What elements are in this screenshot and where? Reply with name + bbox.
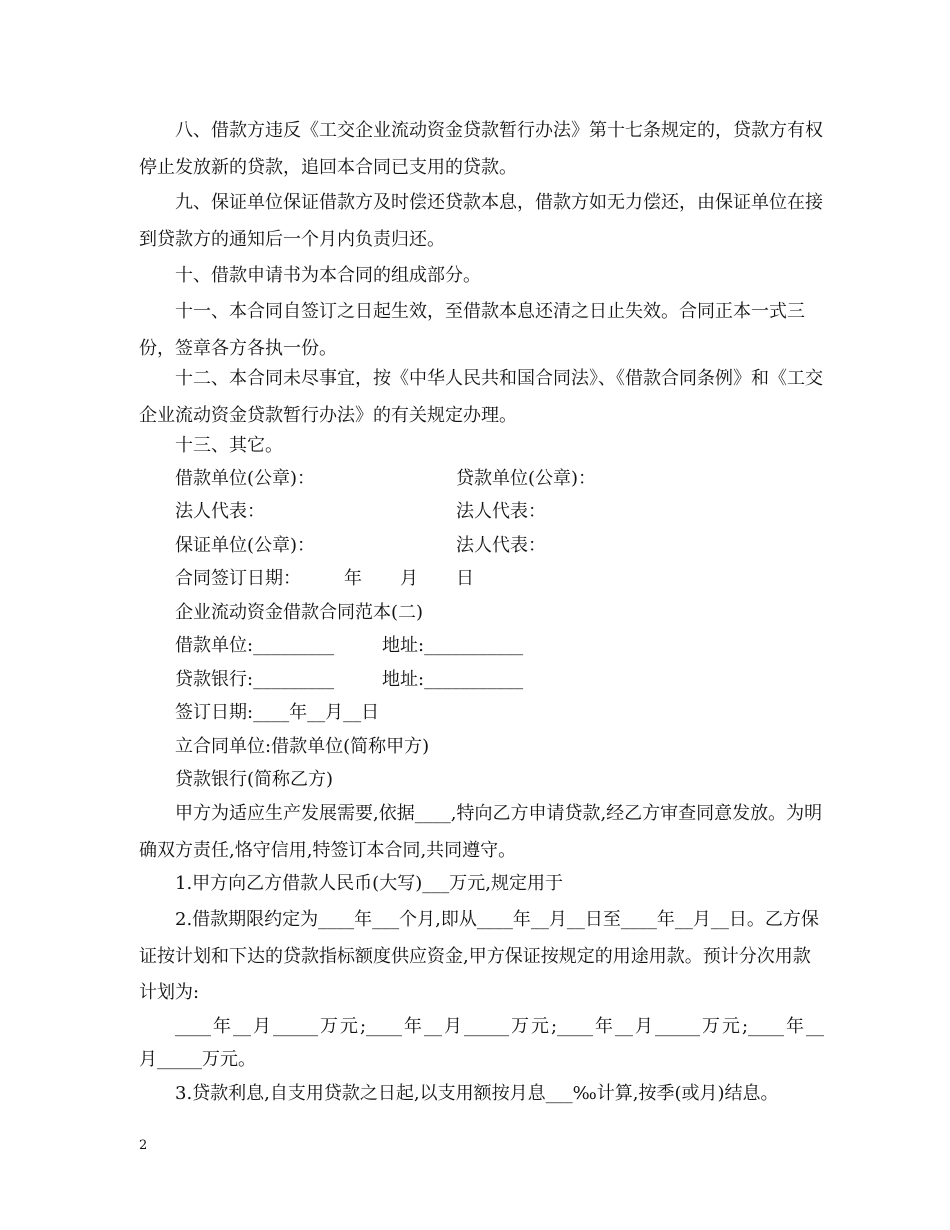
clause-10: 十、借款申请书为本合同的组成部分。 [175,265,481,286]
template-party-a: 立合同单位:借款单位(简称甲方) [175,736,430,757]
contract-date-month: 月 [400,568,418,589]
contract-date-day: 日 [456,568,474,589]
clause-8: 八、借款方违反《工交企业流动资金贷款暂行办法》第十七条规定的，贷款方有权停止发放新的贷款，追回本合同已支用的贷款。 [139,120,823,178]
clause-13: 十三、其它。 [175,435,283,456]
template-intro: 甲方为适应生产发展需要,依据____,特向乙方申请贷款,经乙方审查同意发放。为明确双方责任,恪守信用,特签订本合同,共同遵守。 [139,803,823,861]
guarantor-seal-label: 保证单位(公章)： [175,535,316,556]
clause-12: 十二、本合同未尽事宜，按《中华人民共和国合同法》、《借款合同条例》和《工交企业流动资金贷款暂行办法》的有关规定办理。 [139,368,823,426]
clause-9: 九、保证单位保证借款方及时偿还贷款本息，借款方如无力偿还，由保证单位在接到贷款方的通知后一个月内负责归还。 [139,192,823,250]
page-number: 2 [139,1138,148,1153]
borrower-seal-label: 借款单位(公章)： [175,468,316,489]
template-two-title: 企业流动资金借款合同范本(二) [175,602,424,623]
clause-11: 十一、本合同自签订之日起生效，至借款本息还清之日止失效。合同正本一式三份，签章各方各执一份。 [139,301,805,359]
template-bank-field: 贷款银行:_________ [175,669,335,690]
template-bank-address-field: 地址:___________ [382,669,524,690]
lender-seal-label: 贷款单位(公章)： [456,468,597,489]
template-item-1: 1.甲方向乙方借款人民币(大写)___万元,规定用于 [175,873,563,894]
template-sign-date: 签订日期:____年__月__日 [175,702,380,723]
usage-schedule-line-2: 月_____万元。 [139,1049,256,1070]
template-item-2: 2.借款期限约定为____年___个月,即从____年__月__日至____年__月__日。乙方保证按计划和下达的贷款指标额度供应资金,甲方保证按规定的用途用款。预计分次用款计划为: [139,909,819,1003]
template-item-3: 3.贷款利息,自支用贷款之日起,以支用额按月息___‰计算,按季(或月)结息。 [175,1083,779,1104]
usage-schedule-line-1: ____年__月_____万元;____年__月_____万元;____年__月_____万元;____年__ [175,1016,824,1037]
template-borrower-field: 借款单位:_________ [175,635,335,656]
legal-rep-right-label-2: 法人代表： [456,535,546,556]
legal-rep-right-label: 法人代表： [456,501,546,522]
contract-date-year: 年 [344,568,362,589]
legal-rep-left-label: 法人代表： [175,501,265,522]
template-party-b: 贷款银行(简称乙方) [175,769,334,790]
template-borrower-address-field: 地址:___________ [382,635,524,656]
contract-date-label: 合同签订日期： [175,568,301,589]
